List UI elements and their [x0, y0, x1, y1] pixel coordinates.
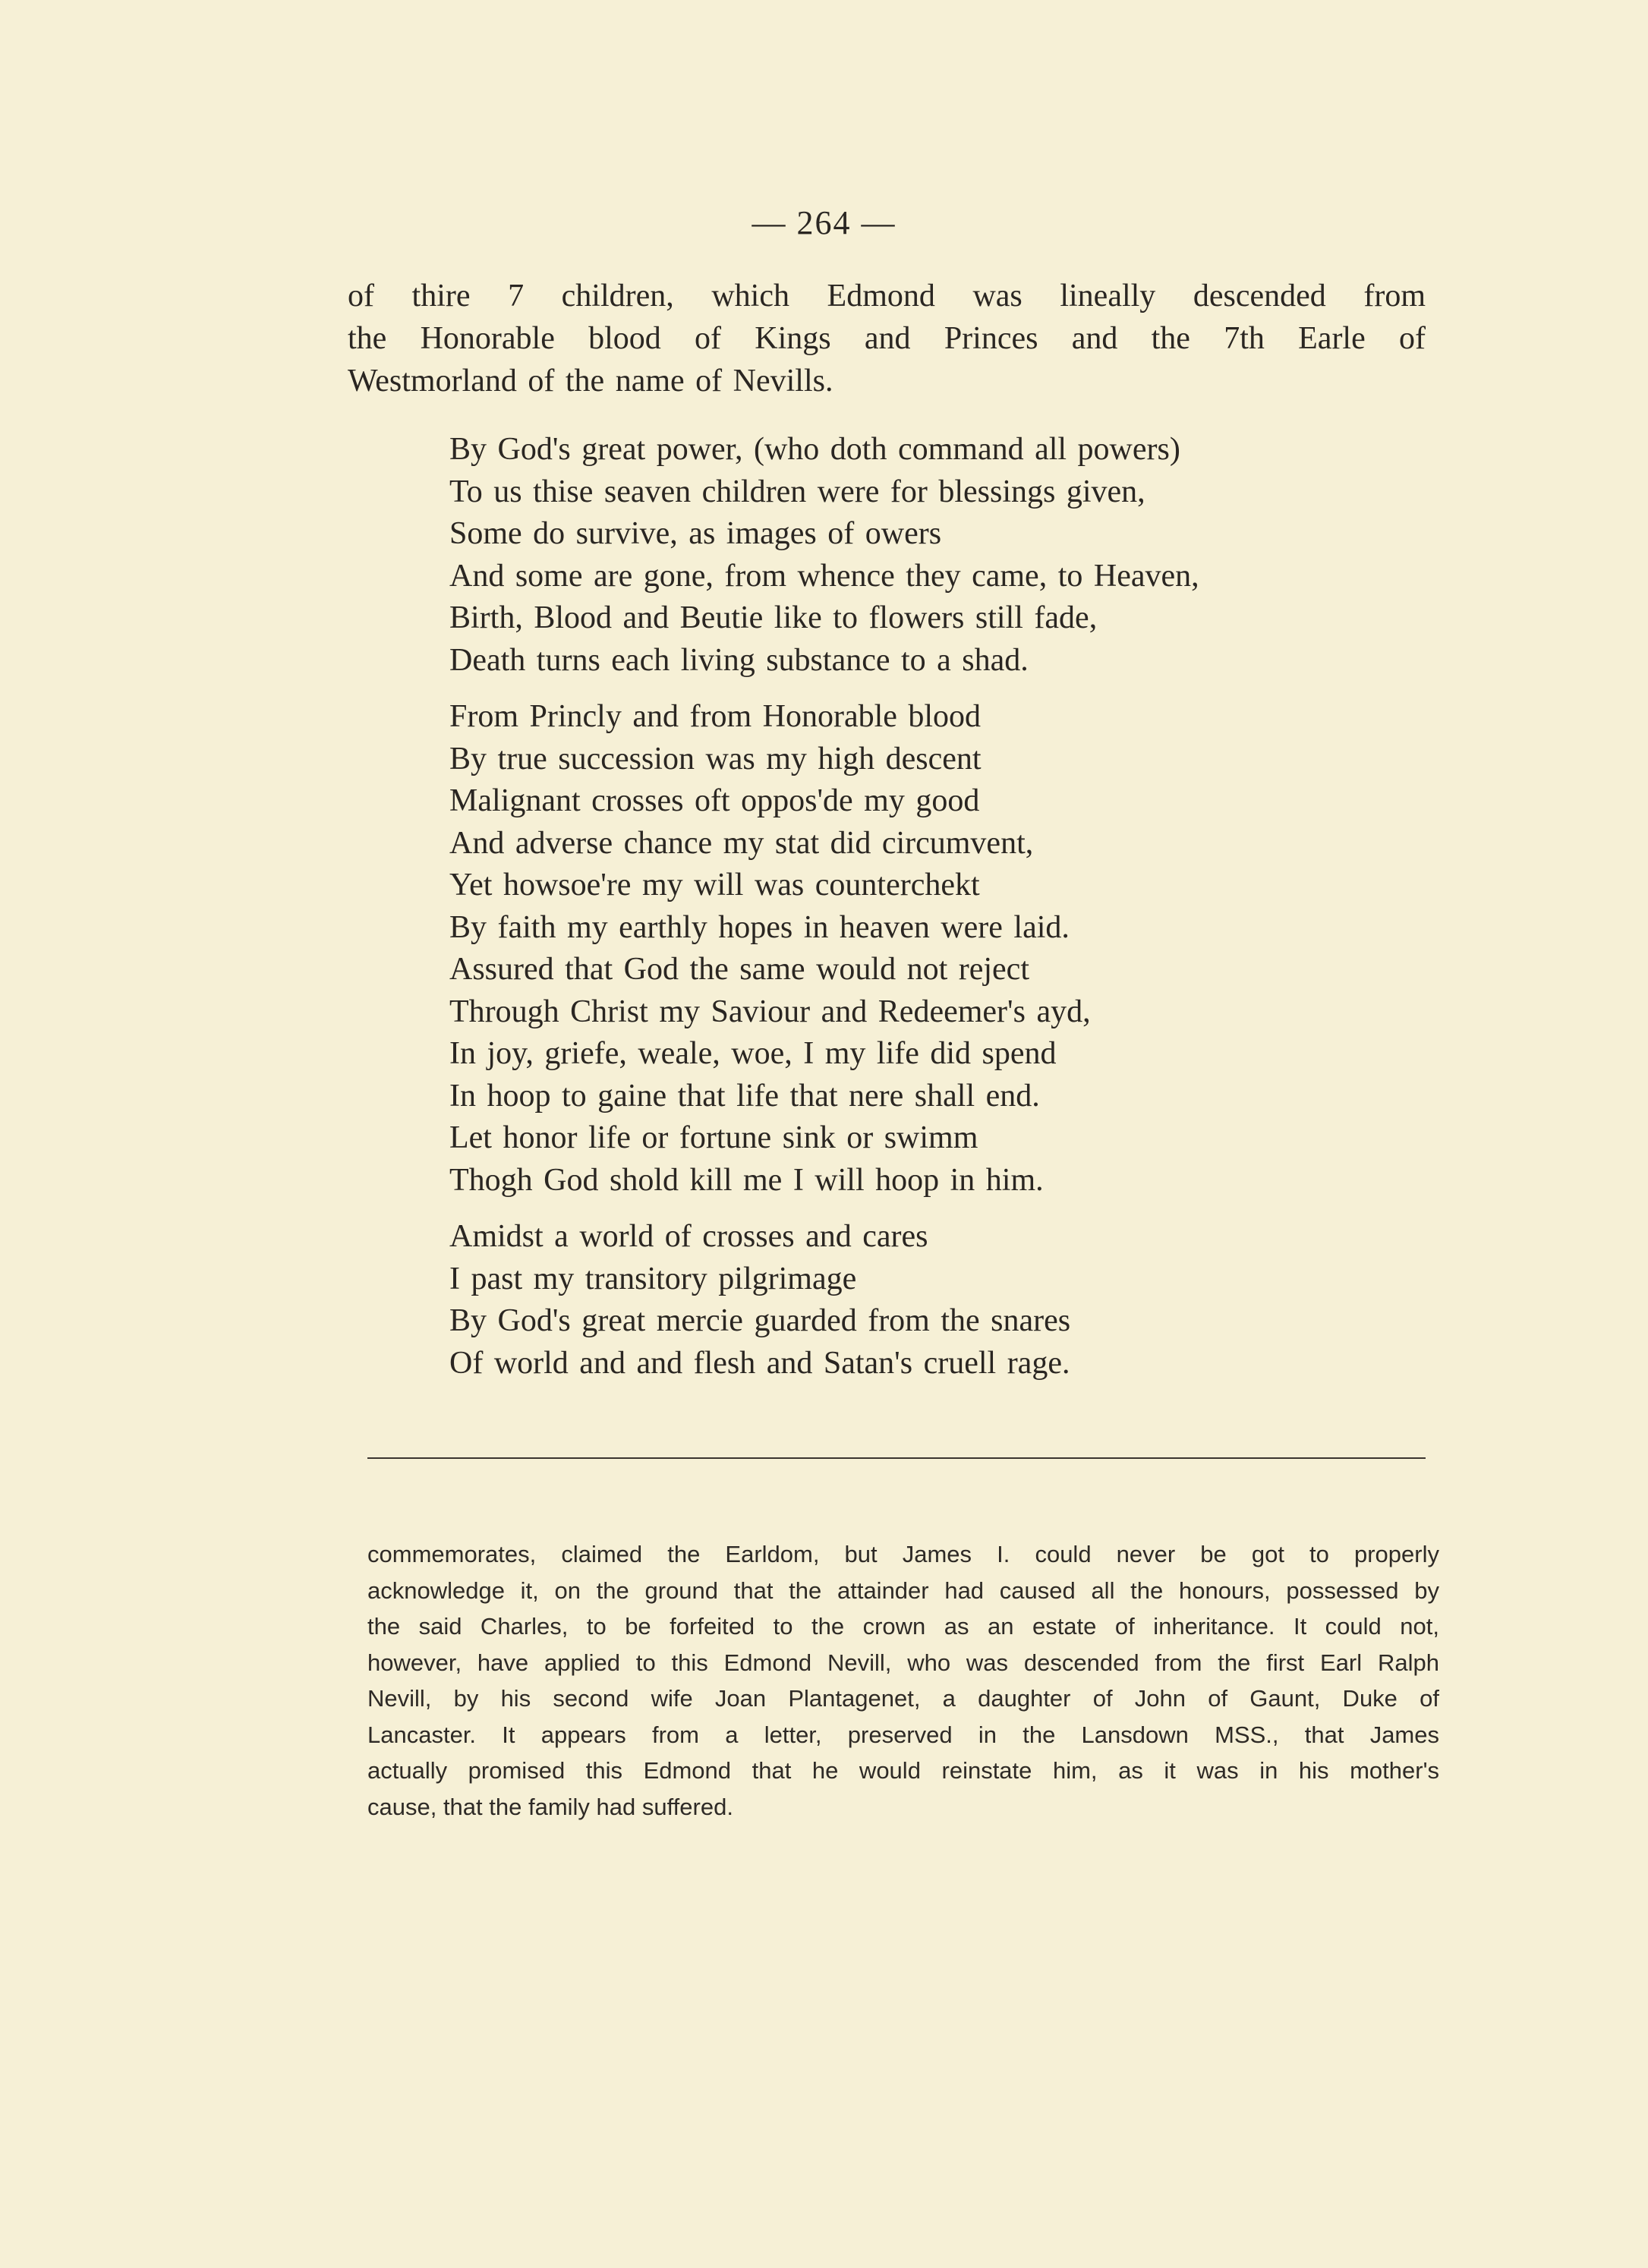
footnote-line: commemorates, claimed the Earldom, but James I. could never be got to properly	[367, 1541, 1439, 1567]
intro-paragraph	[348, 275, 1426, 402]
poem-line: From Princly and from Honorable blood	[449, 699, 982, 734]
footnote-line: Nevill, by his second wife Joan Plantagenet, a daughter of John of Gaunt, Duke of	[367, 1685, 1439, 1712]
poem-line: Yet howsoe're my will was counterchekt	[449, 868, 980, 902]
poem-line: Death turns each living substance to a shad.	[449, 642, 1029, 678]
poem-line: In joy, griefe, weale, woe, I my life did spend	[449, 1036, 1057, 1071]
poem-stanza	[449, 696, 1199, 1202]
footnote-line: the said Charles, to be forfeited to the crown as an estate of inheritance. It could not,	[367, 1613, 1439, 1640]
footnote	[367, 1536, 1439, 1825]
poem-stanza	[449, 429, 1199, 682]
intro-line: Westmorland of the name of Nevills.	[348, 364, 833, 398]
poem-line: And some are gone, from whence they came, to Heaven,	[449, 558, 1199, 594]
footnote-line: cause, that the family had suffered.	[367, 1793, 733, 1820]
page-number: — 264 —	[752, 204, 896, 241]
poem-line: By God's great power, (who doth command all powers)	[449, 432, 1180, 467]
poem-line: In hoop to gaine that life that nere shall end.	[449, 1078, 1040, 1114]
poem-line: Of world and and flesh and Satan's cruell rage.	[449, 1345, 1070, 1381]
poem-line: I past my transitory pilgrimage	[449, 1261, 857, 1296]
footnote-line: Lancaster. It appears from a letter, preserved in the Lansdown MSS., that James	[367, 1721, 1439, 1748]
poem-line: Assured that God the same would not reject	[449, 952, 1029, 987]
poem-line: Amidst a world of crosses and cares	[449, 1219, 928, 1254]
poem-line: By God's great mercie guarded from the snares	[449, 1303, 1071, 1338]
poem	[449, 429, 1199, 1399]
poem-line: Some do survive, as images of owers	[449, 516, 942, 551]
poem-line: Through Christ my Saviour and Redeemer's ayd,	[449, 994, 1091, 1029]
intro-line: the Honorable blood of Kings and Princes and the 7th Earle of	[348, 321, 1426, 356]
poem-line: Malignant crosses oft oppos'de my good	[449, 783, 980, 818]
poem-line: And adverse chance my stat did circumvent,	[449, 825, 1034, 861]
footnote-line: acknowledge it, on the ground that the attainder had caused all the honours, possessed by	[367, 1577, 1439, 1604]
footnote-divider	[367, 1457, 1426, 1459]
poem-line: By true succession was my high descent	[449, 741, 982, 776]
footnote-line: however, have applied to this Edmond Nevill, who was descended from the first Earl Ralph	[367, 1649, 1439, 1676]
footnote-line: actually promised this Edmond that he would reinstate him, as it was in his mother's	[367, 1757, 1439, 1784]
poem-line: By faith my earthly hopes in heaven were laid.	[449, 909, 1070, 945]
intro-line: of thire 7 children, which Edmond was lineally descended from	[348, 279, 1426, 313]
poem-stanza	[449, 1216, 1199, 1384]
poem-line: To us thise seaven children were for blessings given,	[449, 474, 1145, 509]
poem-line: Thogh God shold kill me I will hoop in him.	[449, 1162, 1044, 1198]
poem-line: Let honor life or fortune sink or swimm	[449, 1120, 978, 1155]
poem-line: Birth, Blood and Beutie like to flowers still fade,	[449, 600, 1098, 635]
